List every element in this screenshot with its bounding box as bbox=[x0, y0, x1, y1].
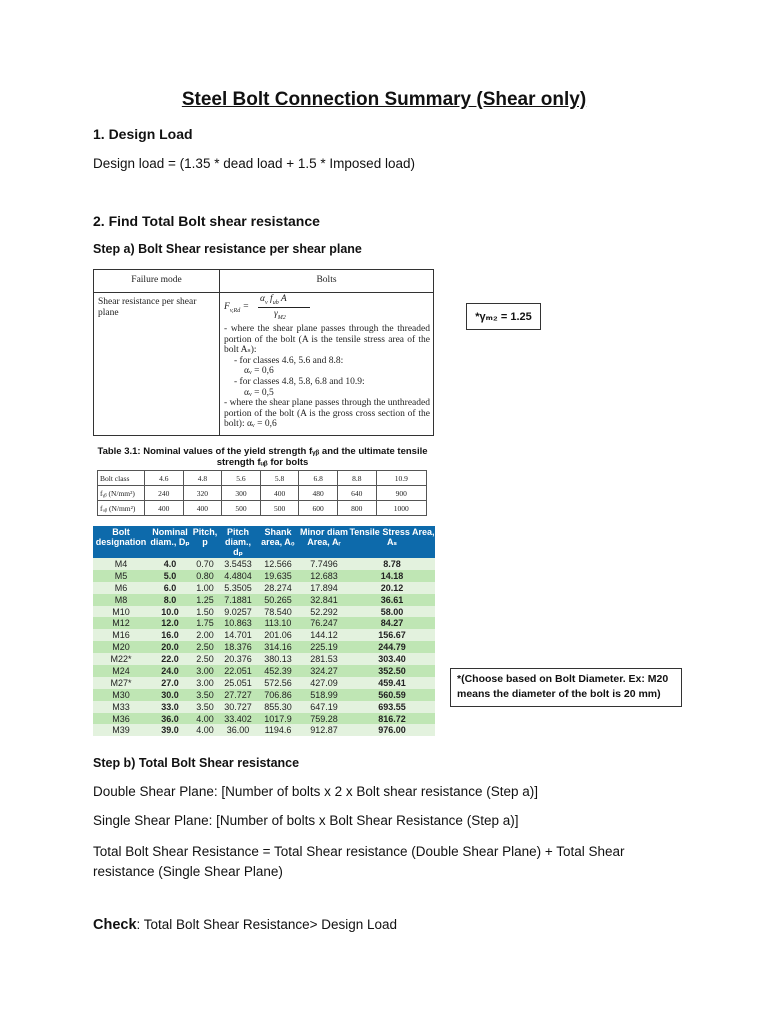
table-cell: 380.13 bbox=[257, 653, 299, 665]
table-row bbox=[93, 701, 435, 713]
table-row bbox=[93, 606, 435, 618]
table-cell: 14.18 bbox=[349, 570, 435, 582]
table-cell: 3.00 bbox=[191, 677, 219, 689]
bolt-dimensions-table bbox=[93, 526, 435, 736]
formula-alpha-sub: v bbox=[265, 299, 268, 306]
desc-line: - for classes 4.6, 5.6 and 8.8: bbox=[234, 355, 344, 366]
table-cell: 976.00 bbox=[349, 724, 435, 736]
table-cell: M8 bbox=[93, 594, 149, 606]
table-cell: 28.274 bbox=[257, 582, 299, 594]
table-3-1 bbox=[97, 470, 427, 516]
table-cell: 8.78 bbox=[349, 558, 435, 570]
bolts-description bbox=[224, 324, 430, 430]
fraction-bar bbox=[258, 307, 310, 308]
table-cell: 4.6 bbox=[145, 471, 184, 486]
table-row bbox=[98, 471, 427, 486]
table-cell: 518.99 bbox=[299, 689, 349, 701]
table-cell: M16 bbox=[93, 629, 149, 641]
table-row bbox=[93, 582, 435, 594]
formula-f-sub: ub bbox=[272, 299, 279, 306]
table-cell: 706.86 bbox=[257, 689, 299, 701]
column-header: Shank area, A₀ bbox=[257, 526, 299, 558]
table-cell: 3.00 bbox=[191, 665, 219, 677]
shear-formula: $F_{v,Rd}$ = $\alpha_v$ $f_{ub}$ A $\gamma_{M2}$ bbox=[224, 294, 424, 322]
table-cell: M4 bbox=[93, 558, 149, 570]
table-cell: 2.50 bbox=[191, 653, 219, 665]
table-cell: 0.80 bbox=[191, 570, 219, 582]
table-cell: M10 bbox=[93, 606, 149, 618]
table-cell: 58.00 bbox=[349, 606, 435, 618]
table-cell: 3.5453 bbox=[219, 558, 257, 570]
formula-lhs-sub: v,Rd bbox=[229, 307, 241, 314]
table-cell: 647.19 bbox=[299, 701, 349, 713]
section-1-heading: 1. Design Load bbox=[93, 126, 193, 142]
formula-gamma: γ bbox=[274, 309, 278, 319]
table-cell: 19.635 bbox=[257, 570, 299, 582]
table-cell: 25.051 bbox=[219, 677, 257, 689]
step-a-heading: Step a) Bolt Shear resistance per shear plane bbox=[93, 242, 362, 256]
table-cell: 33.402 bbox=[219, 713, 257, 725]
gamma-note-box: *γₘ₂ = 1.25 bbox=[466, 303, 541, 330]
table-cell: 1.25 bbox=[191, 594, 219, 606]
formula-lhs: F bbox=[224, 302, 230, 312]
table-cell: 560.59 bbox=[349, 689, 435, 701]
table-cell: 8.8 bbox=[337, 471, 376, 486]
table-cell: 452.39 bbox=[257, 665, 299, 677]
total-resistance-text: Total Bolt Shear Resistance = Total Shear resistance (Double Shear Plane) + Total Shear resistance (Single Shear Plane) bbox=[93, 844, 625, 879]
table-cell: 78.540 bbox=[257, 606, 299, 618]
table-row bbox=[93, 570, 435, 582]
table-cell: 12.683 bbox=[299, 570, 349, 582]
table-cell: 36.61 bbox=[349, 594, 435, 606]
double-shear-text: Double Shear Plane: [Number of bolts x 2 x Bolt shear resistance (Step a)] bbox=[93, 784, 538, 799]
table-cell: 314.16 bbox=[257, 641, 299, 653]
table-cell: 324.27 bbox=[299, 665, 349, 677]
table-cell: 9.0257 bbox=[219, 606, 257, 618]
table-cell: 1194.6 bbox=[257, 724, 299, 736]
table-cell: 225.19 bbox=[299, 641, 349, 653]
table-cell: M39 bbox=[93, 724, 149, 736]
table-cell: 33.0 bbox=[149, 701, 191, 713]
table-cell: 500 bbox=[222, 501, 261, 516]
table-cell: M24 bbox=[93, 665, 149, 677]
table-row bbox=[93, 689, 435, 701]
table-row bbox=[93, 629, 435, 641]
bolts-header: Bolts bbox=[316, 275, 337, 285]
single-shear-text: Single Shear Plane: [Number of bolts x Bolt Shear Resistance (Step a)] bbox=[93, 813, 519, 828]
table-cell: M12 bbox=[93, 617, 149, 629]
table-cell: M20 bbox=[93, 641, 149, 653]
table-cell: 5.6 bbox=[222, 471, 261, 486]
desc-line: - for classes 4.8, 5.8, 6.8 and 10.9: bbox=[234, 376, 365, 387]
table-cell: 400 bbox=[183, 501, 222, 516]
check-line bbox=[93, 917, 397, 933]
table-cell: 816.72 bbox=[349, 713, 435, 725]
table-row bbox=[93, 724, 435, 736]
table-cell: 76.247 bbox=[299, 617, 349, 629]
column-header: Minor diam Area, Aᵣ bbox=[299, 526, 349, 558]
table-cell: 3.50 bbox=[191, 701, 219, 713]
table-row bbox=[93, 677, 435, 689]
table-cell: 303.40 bbox=[349, 653, 435, 665]
table-cell: 14.701 bbox=[219, 629, 257, 641]
table-cell: M27* bbox=[93, 677, 149, 689]
table-row bbox=[93, 653, 435, 665]
table-cell: 24.0 bbox=[149, 665, 191, 677]
table-cell: M22* bbox=[93, 653, 149, 665]
table-cell: 759.28 bbox=[299, 713, 349, 725]
formula-a: A bbox=[280, 294, 287, 304]
failure-mode-table bbox=[93, 269, 434, 436]
table-cell: 7.1881 bbox=[219, 594, 257, 606]
column-header: Tensile Stress Area, Aₛ bbox=[349, 526, 435, 558]
table-cell: 281.53 bbox=[299, 653, 349, 665]
table-cell: 6.0 bbox=[149, 582, 191, 594]
table-cell: fᵤᵦ (N/mm²) bbox=[98, 501, 145, 516]
table-cell: Bolt class bbox=[98, 471, 145, 486]
table-cell: 855.30 bbox=[257, 701, 299, 713]
table-cell: 17.894 bbox=[299, 582, 349, 594]
table-cell: 84.27 bbox=[349, 617, 435, 629]
table-cell: 693.55 bbox=[349, 701, 435, 713]
formula-f: f bbox=[270, 294, 273, 304]
desc-line: - where the shear plane passes through the unthreaded portion of the bolt (A is the gross cross section of the bolt): αᵥ = 0,6 bbox=[224, 398, 430, 430]
table-cell: 113.10 bbox=[257, 617, 299, 629]
table-cell: 4.4804 bbox=[219, 570, 257, 582]
table-row bbox=[93, 665, 435, 677]
table-cell: 3.50 bbox=[191, 689, 219, 701]
table-cell: 10.863 bbox=[219, 617, 257, 629]
table-cell: 12.566 bbox=[257, 558, 299, 570]
table-cell: 39.0 bbox=[149, 724, 191, 736]
table-cell: 427.09 bbox=[299, 677, 349, 689]
table-cell: 36.0 bbox=[149, 713, 191, 725]
column-header: Nominal diam., Dₚ bbox=[149, 526, 191, 558]
table-cell: 10.0 bbox=[149, 606, 191, 618]
formula-alpha: α bbox=[260, 294, 265, 304]
table-cell: 50.265 bbox=[257, 594, 299, 606]
design-load-text: Design load = (1.35 * dead load + 1.5 * Imposed load) bbox=[93, 156, 415, 171]
table-cell: 5.8 bbox=[260, 471, 299, 486]
table-cell: M33 bbox=[93, 701, 149, 713]
table-cell: 4.00 bbox=[191, 713, 219, 725]
table-row bbox=[98, 501, 427, 516]
table-cell: 1017.9 bbox=[257, 713, 299, 725]
table-cell: 27.727 bbox=[219, 689, 257, 701]
table-cell: 800 bbox=[337, 501, 376, 516]
table-cell: 27.0 bbox=[149, 677, 191, 689]
table-3-1-caption: Table 3.1: Nominal values of the yield strength fᵧᵦ and the ultimate tensile strength fᵤᵦ for bolts bbox=[97, 446, 428, 468]
table-header-row bbox=[93, 526, 435, 558]
bolt-table-body bbox=[93, 558, 435, 736]
table-cell: 36.00 bbox=[219, 724, 257, 736]
table-cell: 4.8 bbox=[183, 471, 222, 486]
table-cell: 52.292 bbox=[299, 606, 349, 618]
table-cell: 400 bbox=[260, 486, 299, 501]
table-cell: 459.41 bbox=[349, 677, 435, 689]
table-cell: 16.0 bbox=[149, 629, 191, 641]
table-cell: M5 bbox=[93, 570, 149, 582]
table-cell: fᵧᵦ (N/mm²) bbox=[98, 486, 145, 501]
table-cell: 0.70 bbox=[191, 558, 219, 570]
table-cell: 244.79 bbox=[349, 641, 435, 653]
table-cell: 20.0 bbox=[149, 641, 191, 653]
table-cell: 572.56 bbox=[257, 677, 299, 689]
table-cell: 500 bbox=[260, 501, 299, 516]
table-cell: 22.0 bbox=[149, 653, 191, 665]
page-title: Steel Bolt Connection Summary (Shear only) bbox=[181, 89, 587, 110]
table-cell: 912.87 bbox=[299, 724, 349, 736]
failure-mode-header: Failure mode bbox=[131, 275, 182, 285]
table-cell: 7.7496 bbox=[299, 558, 349, 570]
table-cell: M6 bbox=[93, 582, 149, 594]
table-cell: M30 bbox=[93, 689, 149, 701]
table-cell: 30.0 bbox=[149, 689, 191, 701]
table-cell: 1.00 bbox=[191, 582, 219, 594]
check-text: : Total Bolt Shear Resistance> Design Load bbox=[136, 917, 398, 932]
table-row bbox=[93, 558, 435, 570]
section-2-heading: 2. Find Total Bolt shear resistance bbox=[93, 213, 320, 229]
column-header: Pitch diam., dₚ bbox=[219, 526, 257, 558]
table-cell: 1000 bbox=[376, 501, 426, 516]
table-cell: 22.051 bbox=[219, 665, 257, 677]
table-cell: 352.50 bbox=[349, 665, 435, 677]
table-cell: 144.12 bbox=[299, 629, 349, 641]
diameter-note-box: *(Choose based on Bolt Diameter. Ex: M20 means the diameter of the bolt is 20 mm) bbox=[450, 668, 682, 707]
table-cell: 8.0 bbox=[149, 594, 191, 606]
table-cell: 640 bbox=[337, 486, 376, 501]
table-cell: 18.376 bbox=[219, 641, 257, 653]
table-cell: 20.12 bbox=[349, 582, 435, 594]
table-cell: 201.06 bbox=[257, 629, 299, 641]
desc-line: - where the shear plane passes through the threaded portion of the bolt (A is the tensile stress area of the bolt Aₛ): bbox=[224, 324, 430, 356]
table-cell: 300 bbox=[222, 486, 261, 501]
table-cell: 10.9 bbox=[376, 471, 426, 486]
table-cell: 12.0 bbox=[149, 617, 191, 629]
table-cell: 1.50 bbox=[191, 606, 219, 618]
desc-line: αᵥ = 0,5 bbox=[244, 387, 274, 398]
table-cell: 900 bbox=[376, 486, 426, 501]
table-row bbox=[93, 594, 435, 606]
formula-gamma-sub: M2 bbox=[277, 314, 286, 321]
failure-table-divider bbox=[219, 270, 220, 435]
failure-mode-label: Shear resistance per shear plane bbox=[98, 297, 197, 318]
table-cell: 20.376 bbox=[219, 653, 257, 665]
table-row bbox=[98, 486, 427, 501]
table-cell: M36 bbox=[93, 713, 149, 725]
desc-line: αᵥ = 0,6 bbox=[244, 366, 274, 377]
check-label: Check bbox=[93, 917, 137, 933]
table-cell: 4.00 bbox=[191, 724, 219, 736]
table-cell: 30.727 bbox=[219, 701, 257, 713]
table-cell: 320 bbox=[183, 486, 222, 501]
table-row bbox=[93, 617, 435, 629]
table-cell: 156.67 bbox=[349, 629, 435, 641]
table-cell: 5.3505 bbox=[219, 582, 257, 594]
table-cell: 400 bbox=[145, 501, 184, 516]
table-cell: 480 bbox=[299, 486, 338, 501]
step-b-heading: Step b) Total Bolt Shear resistance bbox=[93, 756, 300, 770]
table-cell: 6.8 bbox=[299, 471, 338, 486]
table-cell: 600 bbox=[299, 501, 338, 516]
table-cell: 2.50 bbox=[191, 641, 219, 653]
table-cell: 240 bbox=[145, 486, 184, 501]
table-row bbox=[93, 713, 435, 725]
table-row bbox=[93, 641, 435, 653]
table-cell: 32.841 bbox=[299, 594, 349, 606]
table-cell: 4.0 bbox=[149, 558, 191, 570]
table-cell: 1.75 bbox=[191, 617, 219, 629]
table-cell: 2.00 bbox=[191, 629, 219, 641]
column-header: Pitch, p bbox=[191, 526, 219, 558]
column-header: Bolt designation bbox=[93, 526, 149, 558]
table-cell: 5.0 bbox=[149, 570, 191, 582]
